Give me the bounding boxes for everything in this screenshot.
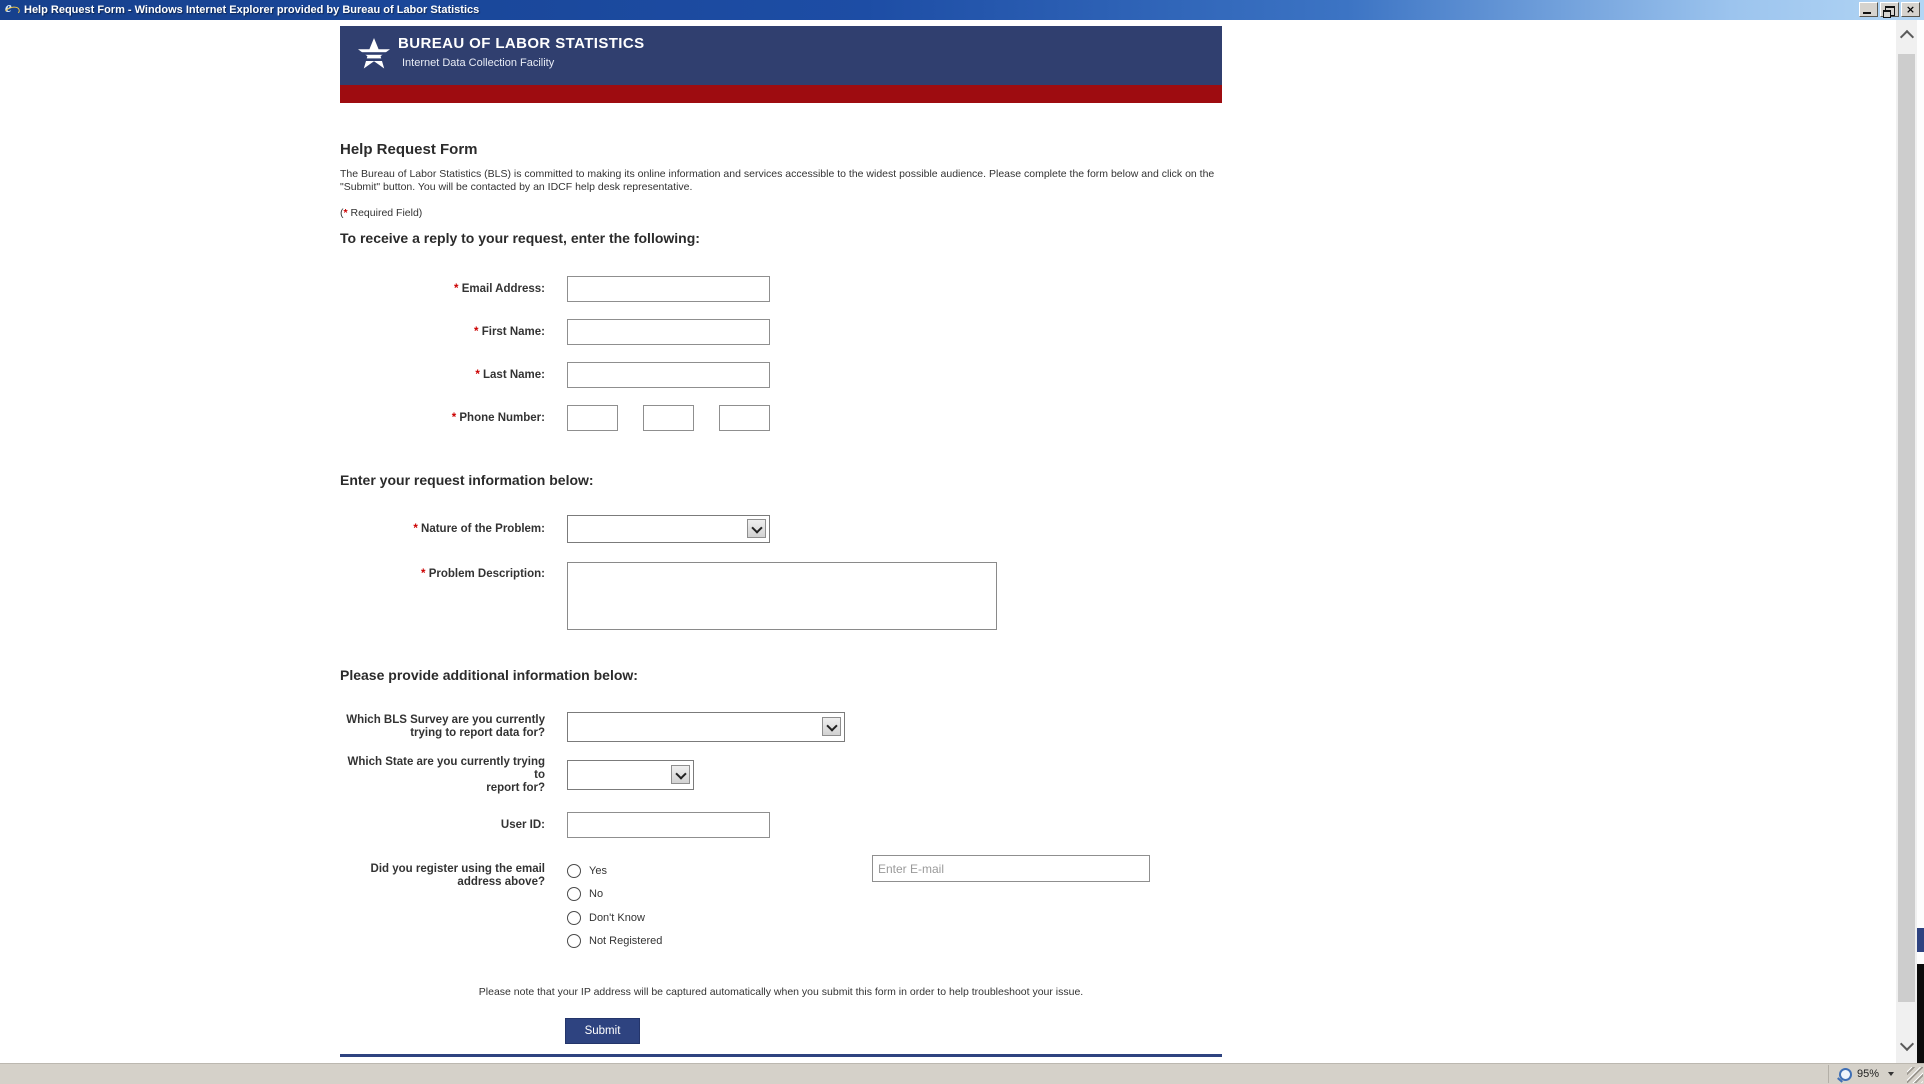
chevron-down-icon[interactable] — [822, 717, 841, 736]
survey-label-line2: trying to report data for? — [410, 727, 545, 739]
first-name-input[interactable] — [567, 319, 770, 345]
bls-subtitle: Internet Data Collection Facility — [402, 57, 555, 69]
window-controls — [1859, 2, 1920, 17]
chevron-down-icon[interactable] — [671, 765, 690, 784]
radio-icon[interactable] — [567, 934, 581, 948]
nature-row — [340, 515, 1222, 543]
section-heading-request: Enter your request information below: — [340, 472, 594, 488]
submit-button[interactable]: Submit — [565, 1018, 640, 1044]
required-asterisk: * — [474, 325, 479, 338]
phone-area-input[interactable] — [567, 405, 618, 431]
email-row — [340, 276, 1222, 302]
radio-icon[interactable] — [567, 864, 581, 878]
nature-label: Nature of the Problem: — [421, 522, 545, 535]
state-row — [340, 755, 1222, 794]
state-label-line1: Which State are you currently trying to — [347, 755, 545, 781]
description-row — [340, 562, 1222, 635]
radio-icon[interactable] — [567, 911, 581, 925]
phone-label: Phone Number: — [459, 411, 545, 424]
survey-row — [340, 712, 1222, 742]
last-name-row — [340, 362, 1222, 388]
last-name-input[interactable] — [567, 362, 770, 388]
radio-option-yes[interactable]: Yes — [567, 864, 1200, 877]
user-id-row — [340, 812, 1222, 838]
right-edge-strip — [1917, 20, 1924, 1063]
magnifier-icon — [1839, 1068, 1852, 1081]
header-red-bar — [340, 85, 1222, 103]
minimize-icon[interactable] — [1859, 2, 1878, 17]
window-title: Help Request Form - Windows Internet Explorer provided by Bureau of Labor Statistics — [24, 4, 480, 16]
intro-paragraph: The Bureau of Labor Statistics (BLS) is committed to making its online information and services accessible to the widest possible audience. Please complete the form below and click on the "Submit" button. You will be contacted by an IDCF help desk representative. — [340, 168, 1215, 193]
scrollbar-thumb[interactable] — [1898, 54, 1915, 1002]
first-name-label: First Name: — [481, 325, 545, 338]
radio-icon[interactable] — [567, 887, 581, 901]
required-asterisk: * — [454, 282, 459, 295]
bls-header-banner — [340, 26, 1222, 85]
scroll-down-icon[interactable] — [1900, 1037, 1914, 1051]
footer-divider — [340, 1054, 1222, 1057]
survey-select[interactable] — [567, 712, 845, 742]
zoom-control[interactable] — [1828, 1065, 1902, 1083]
radio-option-not-registered[interactable]: Not Registered — [567, 935, 1200, 948]
phone-row — [340, 405, 1222, 431]
last-name-label: Last Name: — [483, 368, 545, 381]
page-content — [340, 0, 1222, 1084]
required-asterisk: * — [413, 522, 418, 535]
section-heading-additional: Please provide additional information below: — [340, 667, 638, 683]
status-bar — [0, 1063, 1924, 1084]
state-select[interactable] — [567, 760, 694, 790]
first-name-row — [340, 319, 1222, 345]
right-edge-black-fragment — [1917, 964, 1924, 1063]
user-id-input[interactable] — [567, 812, 770, 838]
right-edge-blue-fragment — [1917, 928, 1924, 952]
register-label-line1: Did you register using the email — [370, 863, 545, 875]
required-asterisk: * — [421, 568, 426, 580]
radio-option-no[interactable]: No — [567, 888, 1200, 901]
page-title: Help Request Form — [340, 141, 478, 158]
ip-capture-note: Please note that your IP address will be captured automatically when you submit this form in order to help troubleshoot your issue. — [478, 986, 1084, 998]
restore-icon[interactable] — [1880, 2, 1899, 17]
register-row — [340, 855, 1222, 958]
email-label: Email Address: — [461, 282, 545, 295]
survey-label-line1: Which BLS Survey are you currently — [346, 714, 545, 726]
phone-prefix-input[interactable] — [643, 405, 694, 431]
required-asterisk: * — [451, 411, 457, 424]
required-asterisk: * — [475, 368, 480, 381]
description-label: Problem Description: — [428, 568, 545, 580]
register-email-input[interactable] — [872, 855, 1150, 882]
description-textarea[interactable] — [567, 562, 997, 630]
section-heading-reply: To receive a reply to your request, enter the following: — [340, 230, 700, 246]
chevron-down-icon[interactable] — [1888, 1072, 1894, 1076]
scroll-up-icon[interactable] — [1900, 30, 1914, 44]
required-asterisk: * — [343, 207, 348, 219]
required-field-note: (* Required Field) — [340, 207, 423, 219]
resize-grip[interactable] — [1907, 1067, 1923, 1083]
user-id-label: User ID: — [500, 818, 545, 831]
ie-logo-icon: e — [4, 3, 19, 18]
email-input[interactable] — [567, 276, 770, 302]
chevron-down-icon[interactable] — [747, 519, 766, 538]
zoom-level: 95% — [1856, 1068, 1879, 1080]
phone-line-input[interactable] — [719, 405, 770, 431]
register-label-line2: address above? — [457, 876, 545, 888]
vertical-scrollbar[interactable] — [1896, 20, 1917, 1063]
bls-star-icon — [356, 37, 392, 78]
nature-select[interactable] — [567, 515, 770, 543]
state-label-line2: report for? — [486, 781, 545, 794]
radio-option-dont-know[interactable]: Don't Know — [567, 911, 1200, 924]
close-icon[interactable]: × — [1901, 2, 1920, 17]
bls-org-name: BUREAU OF LABOR STATISTICS — [398, 35, 645, 52]
